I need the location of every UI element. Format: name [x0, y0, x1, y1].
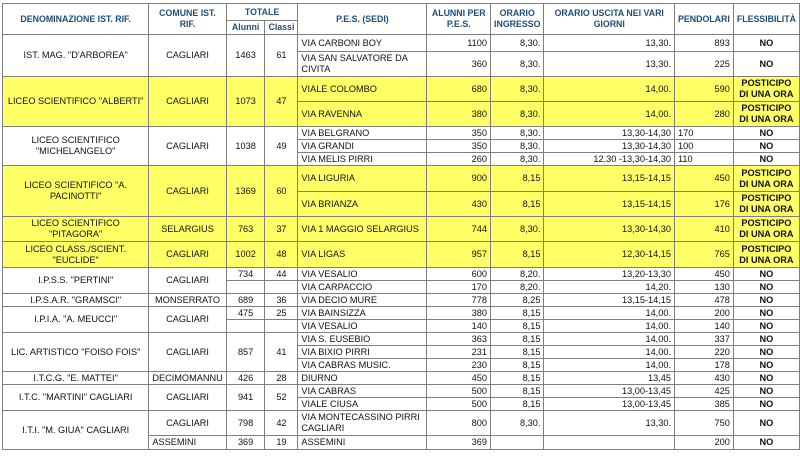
school-alunni: 941: [226, 385, 265, 411]
pes-sede: VIA S. EUSEBIO: [298, 333, 427, 346]
orario-ingresso: 8,15: [491, 398, 544, 411]
school-name: I.T.C. "MARTINI" CAGLIARI: [3, 385, 149, 411]
pendolari: 200: [675, 307, 734, 320]
school-classi: 60: [265, 166, 298, 217]
pes-sede: VIA RAVENNA: [298, 102, 427, 127]
pes-alunni: 363: [427, 333, 491, 346]
pes-alunni: 230: [427, 359, 491, 372]
pes-alunni: 778: [427, 294, 491, 307]
flessibilita: NO: [733, 320, 799, 333]
flessibilita: NO: [733, 372, 799, 385]
orario-uscita: 13,30.: [544, 35, 675, 52]
pes-sede: VIA CABRAS: [298, 385, 427, 398]
orario-ingresso: 8,15: [491, 385, 544, 398]
school-alunni: 763: [226, 217, 265, 242]
pendolari: 410: [675, 217, 734, 242]
orario-ingresso: 8,15: [491, 359, 544, 372]
pes-sede: VIA LIGAS: [298, 242, 427, 268]
pendolari: 220: [675, 346, 734, 359]
orario-ingresso: 8,30.: [491, 35, 544, 52]
pes-alunni: 900: [427, 166, 491, 192]
table-row: [3, 77, 800, 102]
pes-alunni: 369: [427, 436, 491, 450]
table-row: [3, 35, 800, 52]
orario-uscita: 13,45: [544, 372, 675, 385]
header-totale: TOTALE: [226, 4, 298, 21]
pes-alunni: 600: [427, 268, 491, 281]
pes-sede: VIA VESALIO: [298, 320, 427, 333]
pes-sede: VIA SAN SALVATORE DA CIVITA: [298, 52, 427, 77]
school-name: LICEO SCIENTIFICO "ALBERTI": [3, 77, 149, 127]
header-denominazione: DENOMINAZIONE IST. RIF.: [3, 4, 149, 35]
school-comune: CAGLIARI: [149, 268, 226, 294]
school-classi: [265, 281, 298, 294]
flessibilita: NO: [733, 140, 799, 153]
orario-ingresso: 8,15: [491, 333, 544, 346]
school-comune: CAGLIARI: [149, 333, 226, 372]
header-alunni-per-pes: ALUNNI PER P.E.S.: [427, 4, 491, 35]
school-alunni: 857: [226, 333, 265, 372]
school-classi: [265, 320, 298, 333]
school-comune: CAGLIARI: [149, 35, 226, 77]
school-classi: 42: [265, 411, 298, 436]
school-alunni: 1002: [226, 242, 265, 268]
orario-uscita: [544, 436, 675, 450]
orario-ingresso: 8,20.: [491, 281, 544, 294]
flessibilita: NO: [733, 398, 799, 411]
school-alunni: 1369: [226, 166, 265, 217]
school-alunni: 1463: [226, 35, 265, 77]
school-classi: 48: [265, 242, 298, 268]
pes-alunni: 350: [427, 127, 491, 140]
pes-sede: VIA BRIANZA: [298, 192, 427, 217]
pes-sede: VIA 1 MAGGIO SELARGIUS: [298, 217, 427, 242]
school-name: I.P.S.A.R. "GRAMSCI": [3, 294, 149, 307]
flessibilita: NO: [733, 127, 799, 140]
orario-ingresso: 8,15: [491, 320, 544, 333]
pendolari: 337: [675, 333, 734, 346]
pendolari: 450: [675, 166, 734, 192]
school-alunni: 734: [226, 268, 265, 281]
pes-alunni: 744: [427, 217, 491, 242]
pes-alunni: 430: [427, 192, 491, 217]
pes-sede: VIA VESALIO: [298, 268, 427, 281]
orario-uscita: 14,00.: [544, 333, 675, 346]
school-name: I.T.C.G. "E. MATTEI": [3, 372, 149, 385]
pendolari: 110: [675, 153, 734, 166]
orario-uscita: 13,00-13,45: [544, 385, 675, 398]
pes-sede: VIA BELGRANO: [298, 127, 427, 140]
orario-uscita: 12,30-14,15: [544, 242, 675, 268]
school-comune: CAGLIARI: [149, 166, 226, 217]
pendolari: 100: [675, 140, 734, 153]
pes-alunni: 450: [427, 372, 491, 385]
orario-ingresso: 8,30.: [491, 127, 544, 140]
flessibilita: NO: [733, 307, 799, 320]
pendolari: 130: [675, 281, 734, 294]
school-comune: CAGLIARI: [149, 385, 226, 411]
school-alunni: 475: [226, 307, 265, 320]
pes-sede: VIA BIXIO PIRRI: [298, 346, 427, 359]
orario-uscita: 14,00.: [544, 102, 675, 127]
pendolari: 178: [675, 359, 734, 372]
table-row: [3, 217, 800, 242]
pes-alunni: 680: [427, 77, 491, 102]
school-name: IST. MAG. "D'ARBOREA": [3, 35, 149, 77]
flessibilita: POSTICIPO DI UNA ORA: [733, 242, 799, 268]
table-row: [3, 242, 800, 268]
table-row: [3, 268, 800, 281]
pes-sede: VIA MELIS PIRRI: [298, 153, 427, 166]
orario-uscita: 13,30.: [544, 52, 675, 77]
orario-ingresso: 8,30.: [491, 140, 544, 153]
school-comune: SELARGIUS: [149, 217, 226, 242]
orario-uscita: 14,20.: [544, 281, 675, 294]
flessibilita: NO: [733, 35, 799, 52]
school-classi: 36: [265, 294, 298, 307]
pes-sede: VIA CARBONI BOY: [298, 35, 427, 52]
flessibilita: POSTICIPO DI UNA ORA: [733, 192, 799, 217]
header-comune: COMUNE IST. RIF.: [149, 4, 226, 35]
orario-uscita: 14,00.: [544, 320, 675, 333]
orario-uscita: 13,20-13,30: [544, 268, 675, 281]
pes-sede: DIURNO: [298, 372, 427, 385]
pendolari: 765: [675, 242, 734, 268]
pes-alunni: 350: [427, 140, 491, 153]
school-classi: 47: [265, 77, 298, 127]
pendolari: 140: [675, 320, 734, 333]
pes-sede: VIALE COLOMBO: [298, 77, 427, 102]
school-name: LICEO SCIENTIFICO "PITAGORA": [3, 217, 149, 242]
flessibilita: NO: [733, 281, 799, 294]
school-comune: MONSERRATO: [149, 294, 226, 307]
flessibilita: NO: [733, 333, 799, 346]
table-row: [3, 307, 800, 320]
table-row: [3, 411, 800, 436]
pendolari: 430: [675, 372, 734, 385]
orario-uscita: 13,30.: [544, 411, 675, 436]
orario-ingresso: 8,30.: [491, 153, 544, 166]
orario-ingresso: 8,15: [491, 242, 544, 268]
flessibilita: POSTICIPO DI UNA ORA: [733, 217, 799, 242]
pes-alunni: 380: [427, 102, 491, 127]
pes-alunni: 170: [427, 281, 491, 294]
school-comune: ASSEMINI: [149, 436, 226, 450]
flessibilita: NO: [733, 153, 799, 166]
flessibilita: POSTICIPO DI UNA ORA: [733, 102, 799, 127]
header-pendolari: PENDOLARI: [675, 4, 734, 35]
pendolari: 590: [675, 77, 734, 102]
header-orario-uscita: ORARIO USCITA NEI VARI GIORNI: [544, 4, 675, 35]
flessibilita: NO: [733, 385, 799, 398]
pendolari: 478: [675, 294, 734, 307]
orario-uscita: 14,00.: [544, 346, 675, 359]
schools-table: [2, 3, 800, 450]
pes-sede: VIA LIGURIA: [298, 166, 427, 192]
flessibilita: NO: [733, 436, 799, 450]
school-name: LICEO CLASS./SCIENT. "EUCLIDE": [3, 242, 149, 268]
orario-uscita: 12,30 -13,30-14,30: [544, 153, 675, 166]
pes-sede: VIA MONTECASSINO PIRRI CAGLIARI: [298, 411, 427, 436]
header-orario-ingresso: ORARIO INGRESSO: [491, 4, 544, 35]
school-alunni: 369: [226, 436, 265, 450]
pes-alunni: 260: [427, 153, 491, 166]
flessibilita: POSTICIPO DI UNA ORA: [733, 77, 799, 102]
school-comune: CAGLIARI: [149, 307, 226, 333]
orario-uscita: 13,30-14,30: [544, 127, 675, 140]
school-name: I.T.I. "M. GIUA" CAGLIARI: [3, 411, 149, 450]
orario-uscita: 14,00.: [544, 77, 675, 102]
school-classi: 44: [265, 268, 298, 281]
table-row: [3, 127, 800, 140]
school-comune: DECIMOMANNU: [149, 372, 226, 385]
school-classi: 37: [265, 217, 298, 242]
orario-uscita: 14,00.: [544, 307, 675, 320]
flessibilita: NO: [733, 268, 799, 281]
school-name: LICEO SCIENTIFICO "MICHELANGELO": [3, 127, 149, 166]
pes-sede: VIA GRANDI: [298, 140, 427, 153]
school-name: I.P.S.S. "PERTINI": [3, 268, 149, 294]
school-comune: CAGLIARI: [149, 127, 226, 166]
school-name: LICEO SCIENTIFICO "A. PACINOTTI": [3, 166, 149, 217]
pes-sede: VIA CABRAS MUSIC.: [298, 359, 427, 372]
orario-ingresso: 8,15: [491, 166, 544, 192]
table-row: [3, 372, 800, 385]
pendolari: 280: [675, 102, 734, 127]
orario-ingresso: 8,25: [491, 294, 544, 307]
pes-alunni: 380: [427, 307, 491, 320]
orario-uscita: 14,00.: [544, 359, 675, 372]
orario-ingresso: 8,20.: [491, 268, 544, 281]
orario-ingresso: 8,30.: [491, 217, 544, 242]
pendolari: 385: [675, 398, 734, 411]
flessibilita: NO: [733, 346, 799, 359]
header-alunni: Alunni: [226, 21, 265, 35]
pendolari: 176: [675, 192, 734, 217]
school-alunni: [226, 320, 265, 333]
school-alunni: [226, 281, 265, 294]
orario-ingresso: 8,15: [491, 346, 544, 359]
school-alunni: 1038: [226, 127, 265, 166]
school-classi: 49: [265, 127, 298, 166]
pes-alunni: 1100: [427, 35, 491, 52]
orario-uscita: 13,15-14,15: [544, 294, 675, 307]
pes-alunni: 957: [427, 242, 491, 268]
pes-sede: VIA CARPACCIO: [298, 281, 427, 294]
pes-sede: VIALE CIUSA: [298, 398, 427, 411]
flessibilita: POSTICIPO DI UNA ORA: [733, 166, 799, 192]
orario-ingresso: 8,15: [491, 307, 544, 320]
flessibilita: NO: [733, 52, 799, 77]
pes-alunni: 360: [427, 52, 491, 77]
orario-uscita: 13,15-14,15: [544, 192, 675, 217]
orario-ingresso: 8,30.: [491, 52, 544, 77]
pes-alunni: 231: [427, 346, 491, 359]
header-classi: Classi: [265, 21, 298, 35]
orario-ingresso: 8,30.: [491, 411, 544, 436]
orario-uscita: 13,00-13,45: [544, 398, 675, 411]
school-classi: 61: [265, 35, 298, 77]
school-comune: CAGLIARI: [149, 242, 226, 268]
orario-uscita: 13,30-14,30: [544, 217, 675, 242]
school-alunni: 426: [226, 372, 265, 385]
pendolari: 893: [675, 35, 734, 52]
header-flessibilita: FLESSIBILITÀ: [733, 4, 799, 35]
school-classi: 19: [265, 436, 298, 450]
pes-sede: ASSEMINI: [298, 436, 427, 450]
school-comune: CAGLIARI: [149, 411, 226, 436]
orario-ingresso: 8,15: [491, 192, 544, 217]
pes-alunni: 140: [427, 320, 491, 333]
orario-ingresso: [491, 436, 544, 450]
table-row: [3, 333, 800, 346]
pes-alunni: 500: [427, 398, 491, 411]
school-alunni: 689: [226, 294, 265, 307]
orario-ingresso: 8,30.: [491, 77, 544, 102]
orario-uscita: 13,15-14,15: [544, 166, 675, 192]
school-alunni: 798: [226, 411, 265, 436]
school-comune: CAGLIARI: [149, 77, 226, 127]
school-classi: 28: [265, 372, 298, 385]
school-name: LIC. ARTISTICO "FOISO FOIS": [3, 333, 149, 372]
header-pes: P.E.S. (SEDI): [298, 4, 427, 35]
pendolari: 425: [675, 385, 734, 398]
school-classi: 25: [265, 307, 298, 320]
orario-ingresso: 8,15: [491, 372, 544, 385]
flessibilita: NO: [733, 359, 799, 372]
table-row: [3, 294, 800, 307]
school-alunni: 1073: [226, 77, 265, 127]
table-row: [3, 385, 800, 398]
pes-alunni: 800: [427, 411, 491, 436]
orario-uscita: 13,30-14,30: [544, 140, 675, 153]
school-name: I.P.I.A. "A. MEUCCI": [3, 307, 149, 333]
pes-sede: VIA DECIO MURE: [298, 294, 427, 307]
pendolari: 200: [675, 436, 734, 450]
flessibilita: NO: [733, 294, 799, 307]
school-classi: 41: [265, 333, 298, 372]
school-classi: 52: [265, 385, 298, 411]
pes-alunni: 500: [427, 385, 491, 398]
pendolari: 450: [675, 268, 734, 281]
table-row: [3, 166, 800, 192]
flessibilita: NO: [733, 411, 799, 436]
pendolari: 170: [675, 127, 734, 140]
orario-ingresso: 8,30.: [491, 102, 544, 127]
pendolari: 225: [675, 52, 734, 77]
pendolari: 750: [675, 411, 734, 436]
pes-sede: VIA BAINSIZZA: [298, 307, 427, 320]
